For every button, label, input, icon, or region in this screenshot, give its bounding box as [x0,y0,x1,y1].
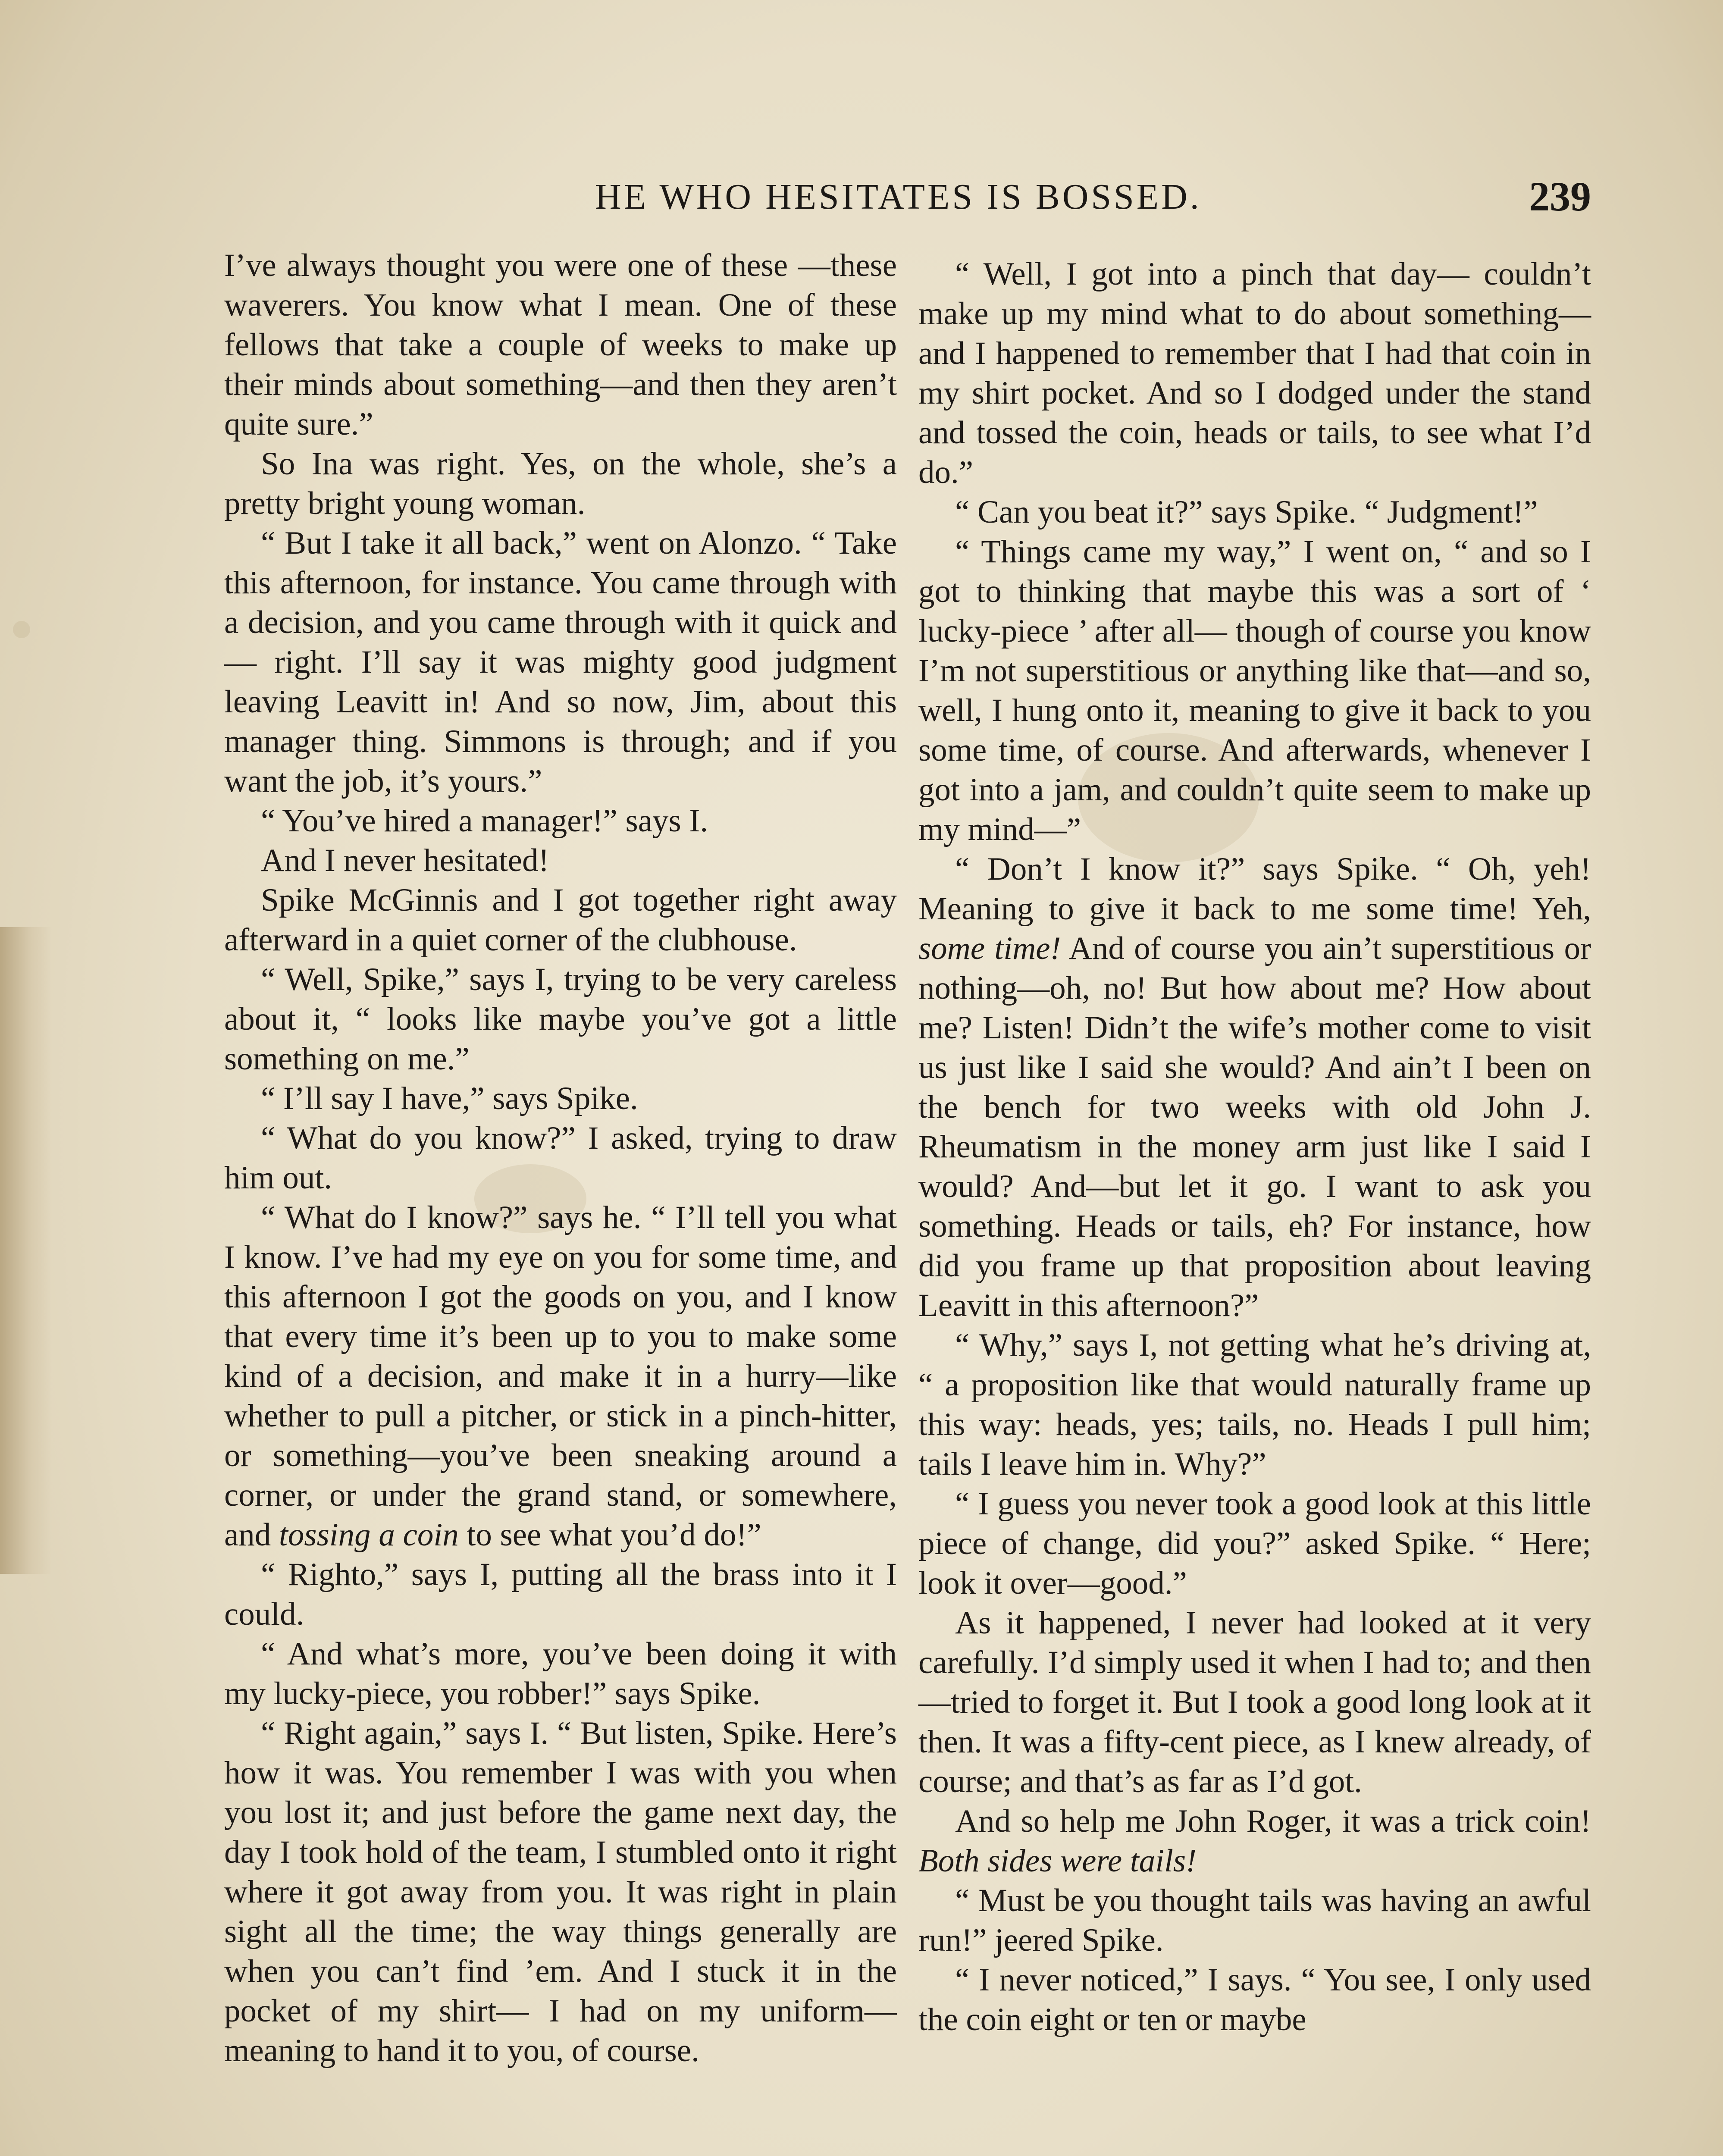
paragraph: “ But I take it all back,” went on Alonzo. “ Take this afternoon, for instance. You came through with a decision, and you came through with it quick and — right. I’ll say it was mighty good judgment leaving Leavitt in! And so now, Jim, about this manager thing. Simmons is through; and if you want the job, it’s yours.” [224,525,897,799]
paragraph-text: And so help me John Roger, it was a trick coin! [955,1803,1591,1839]
italic-text: some time! [918,931,1061,966]
paragraph [224,1198,897,1555]
running-title: HE WHO HESITATES IS BOSSED. [595,177,1202,217]
paragraph: “ I guess you never took a good look at this little piece of change, did you?” asked Spike. “ Here; look it over—good.” [918,1486,1591,1601]
paragraph: So Ina was right. Yes, on the whole, she’s a pretty bright young woman. [224,446,897,521]
paragraph: “ Why,” says I, not getting what he’s driving at, “ a proposition like that would naturally frame up this way: heads, yes; tails, no. Heads I pull him; tails I leave him in. Why?” [918,1327,1591,1482]
paragraph-text: “ What do I know?” says he. “ I’ll tell you what I know. I’ve had my eye on you for some time, and this afternoon I got the goods on you, and I know that every time it’s been up to you to make some kind of a decision, and make it in a hurry—like whether to pull a pitcher, or stick in a pinch-hitter, or something—you’ve been sneaking around a corner, or under the grand stand, or somewhere, and [224,1200,897,1553]
left-text-column [224,246,897,2071]
running-header [233,172,1591,229]
paragraph: “ Must be you thought tails was having an awful run!” jeered Spike. [918,1883,1591,1958]
paragraph: “ Can you beat it?” says Spike. “ Judgment!” [955,494,1538,530]
paragraph: “ I never noticed,” I says. “ You see, I only used the coin eight or ten or maybe [918,1962,1591,2037]
paragraph: “ And what’s more, you’ve been doing it with my lucky-piece, you robber!” says Spike. [224,1636,897,1711]
paragraph: As it happened, I never had looked at it very carefully. I’d simply used it when I had to; and then—tried to forget it. But I took a good long look at it then. It was a fifty-cent piece, as I knew already, of course; and that’s as far as I’d got. [918,1605,1591,1799]
paragraph: “ Well, Spike,” says I, trying to be very careless about it, “ looks like maybe you’ve got a little something on me.” [224,962,897,1077]
paragraph-text: And of course you ain’t superstitious or nothing—oh, no! But how about me? How about me? Listen! Didn’t the wife’s mother come to visit us just like I said she would? And ain’t I been on the bench for two weeks with old John J. Rheumatism in the money arm just like I said I would? And—but let it go. I want to ask you something. Heads or tails, eh? For instance, how did you frame up that proposition about leaving Leavitt in this afternoon?” [918,931,1591,1323]
paragraph: “ Right again,” says I. “ But listen, Spike. Here’s how it was. You remember I was with you when you lost it; and just before the game next day, the day I took hold of the team, I stumbled onto it right where it got away from you. It was right in plain sight all the time; the way things generally are when you can’t find ’em. And I stuck it in the pocket of my shirt— I had on my uniform—meaning to hand it to you, of course. [224,1715,897,2068]
paragraph-text: “ Don’t I know it?” says Spike. “ Oh, yeh! Meaning to give it back to me some time! Yeh, [918,851,1591,927]
paragraph: And I never hesitated! [261,843,549,878]
paragraph: “ Righto,” says I, putting all the brass into it I could. [224,1557,897,1632]
italic-text: Both sides were tails! [918,1843,1197,1879]
paper-stain [13,621,30,638]
right-text-column [918,254,1591,2040]
paragraph-text: to see what you’d do!” [458,1517,761,1553]
torn-page-edge [0,927,52,1574]
italic-text: tossing a coin [279,1517,459,1553]
paragraph: Spike McGinnis and I got together right away afterward in a quiet corner of the clubhouse. [224,882,897,958]
page-number: 239 [1529,173,1591,219]
paragraph: “ Things came my way,” I went on, “ and so I got to thinking that maybe this was a sort of ‘ lucky-piece ’ after all— though of course you know I’m not superstitious or anything like that—and so, well, I hung onto it, meaning to give it back to you some time, of course. And afterwards, whenever I got into a jam, and couldn’t quite seem to make up my mind—” [918,534,1591,847]
paragraph [918,1802,1591,1881]
paragraph: I’ve always thought you were one of these —these waverers. You know what I mean. One of these fellows that take a couple of weeks to make up their minds about something—and then they aren’t quite sure.” [224,248,897,442]
paragraph: “ You’ve hired a manager!” says I. [261,803,708,839]
paragraph: “ Well, I got into a pinch that day— couldn’t make up my mind what to do about something—and I happened to remember that I had that coin in my shirt pocket. And so I dodged under the stand and tossed the coin, heads or tails, to see what I’d do.” [918,256,1591,490]
paragraph: “ I’ll say I have,” says Spike. [261,1081,638,1116]
paragraph: “ What do you know?” I asked, trying to draw him out. [224,1120,897,1196]
paragraph [918,849,1591,1326]
